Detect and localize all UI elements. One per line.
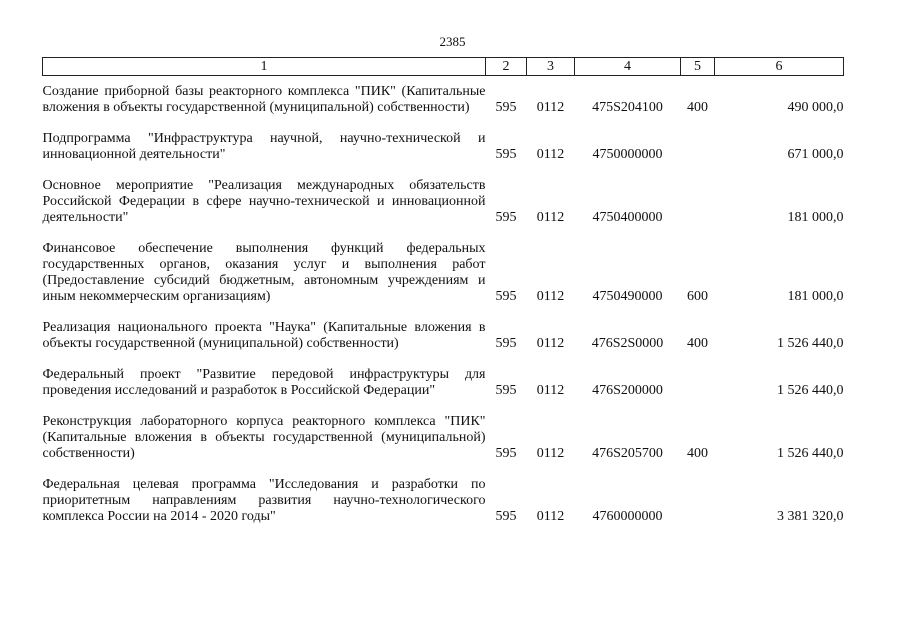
row-expense-type: 400: [687, 100, 708, 115]
row-amount: 671 000,0: [787, 147, 844, 162]
row-description: Реконструкция лабораторного корпуса реакторного комплекса "ПИК" (Капитальные вложения в объекты государственной (муниципальной) собственности): [42, 414, 486, 461]
row-target-code: 475S204100: [592, 100, 663, 115]
row-target-code: 4750000000: [592, 147, 663, 162]
row-expense-type: [681, 168, 715, 231]
row-expense-type: [681, 121, 715, 168]
row-expense-type: 400: [687, 336, 708, 351]
table-row: [43, 231, 844, 310]
table-row: [43, 310, 844, 357]
row-description: Реализация национального проекта "Наука" (Капитальные вложения в объекты государственной (муниципальной) собственности): [42, 320, 486, 351]
row-ministry-code: 595: [495, 509, 517, 524]
page-number: 2385: [439, 34, 466, 49]
row-ministry-code: 595: [495, 446, 517, 461]
row-target-code: 4750490000: [592, 289, 663, 304]
row-description: Федеральный проект "Развитие передовой инфраструктуры для проведения исследований и разработок в Российской Федерации": [42, 367, 486, 398]
header-cell-5: 5: [681, 58, 715, 76]
header-row: [43, 58, 844, 76]
row-target-code: 4760000000: [592, 509, 663, 524]
row-amount: 3 381 320,0: [777, 509, 844, 524]
header-cell-1: 1: [43, 58, 486, 76]
row-amount: 1 526 440,0: [777, 446, 844, 461]
row-amount: 181 000,0: [787, 210, 844, 225]
row-amount: 1 526 440,0: [777, 383, 844, 398]
row-expense-type: [681, 357, 715, 404]
table-row: [43, 357, 844, 404]
row-expense-type: [681, 467, 715, 530]
row-target-code: 476S200000: [592, 383, 663, 398]
row-description: Подпрограмма "Инфраструктура научной, научно-технической и инновационной деятельности": [42, 131, 486, 162]
row-description: Финансовое обеспечение выполнения функций федеральных государственных органов, оказания услуг и выполнения работ (Предоставление субсидий бюджетным, автономным учреждениям и иным некоммерческим организациям): [42, 241, 486, 304]
header-cell-4: 4: [575, 58, 681, 76]
table-row: [43, 168, 844, 231]
row-description: Федеральная целевая программа "Исследования и разработки по приоритетным направлениям развития научно-технологического комплекса России на 2014 - 2020 годы": [42, 477, 486, 524]
row-ministry-code: 595: [495, 383, 517, 398]
row-section-code: 0112: [536, 210, 565, 225]
row-target-code: 4750400000: [592, 210, 663, 225]
row-section-code: 0112: [536, 147, 565, 162]
row-ministry-code: 595: [495, 210, 517, 225]
row-ministry-code: 595: [495, 100, 517, 115]
row-section-code: 0112: [536, 336, 565, 351]
table-row: [43, 121, 844, 168]
row-section-code: 0112: [536, 383, 565, 398]
row-description: Создание приборной базы реакторного комплекса "ПИК" (Капитальные вложения в объекты государственной (муниципальной) собственности): [42, 84, 486, 115]
budget-table: [42, 57, 844, 530]
row-expense-type: 600: [687, 289, 708, 304]
row-description: Основное мероприятие "Реализация международных обязательств Российской Федерации в сфере научно-технической и инновационной деятельности": [42, 178, 486, 225]
row-ministry-code: 595: [495, 289, 517, 304]
row-amount: 1 526 440,0: [777, 336, 844, 351]
row-section-code: 0112: [536, 289, 565, 304]
header-cell-3: 3: [527, 58, 575, 76]
header-cell-2: 2: [486, 58, 527, 76]
row-amount: 181 000,0: [787, 289, 844, 304]
table-row: [43, 467, 844, 530]
row-amount: 490 000,0: [787, 100, 844, 115]
header-cell-6: 6: [715, 58, 844, 76]
row-section-code: 0112: [536, 100, 565, 115]
row-section-code: 0112: [536, 446, 565, 461]
table-row: [43, 76, 844, 122]
row-section-code: 0112: [536, 509, 565, 524]
row-ministry-code: 595: [495, 147, 517, 162]
row-ministry-code: 595: [495, 336, 517, 351]
row-expense-type: 400: [687, 446, 708, 461]
row-target-code: 476S205700: [592, 446, 663, 461]
table-row: [43, 404, 844, 467]
row-target-code: 476S2S0000: [591, 336, 664, 351]
